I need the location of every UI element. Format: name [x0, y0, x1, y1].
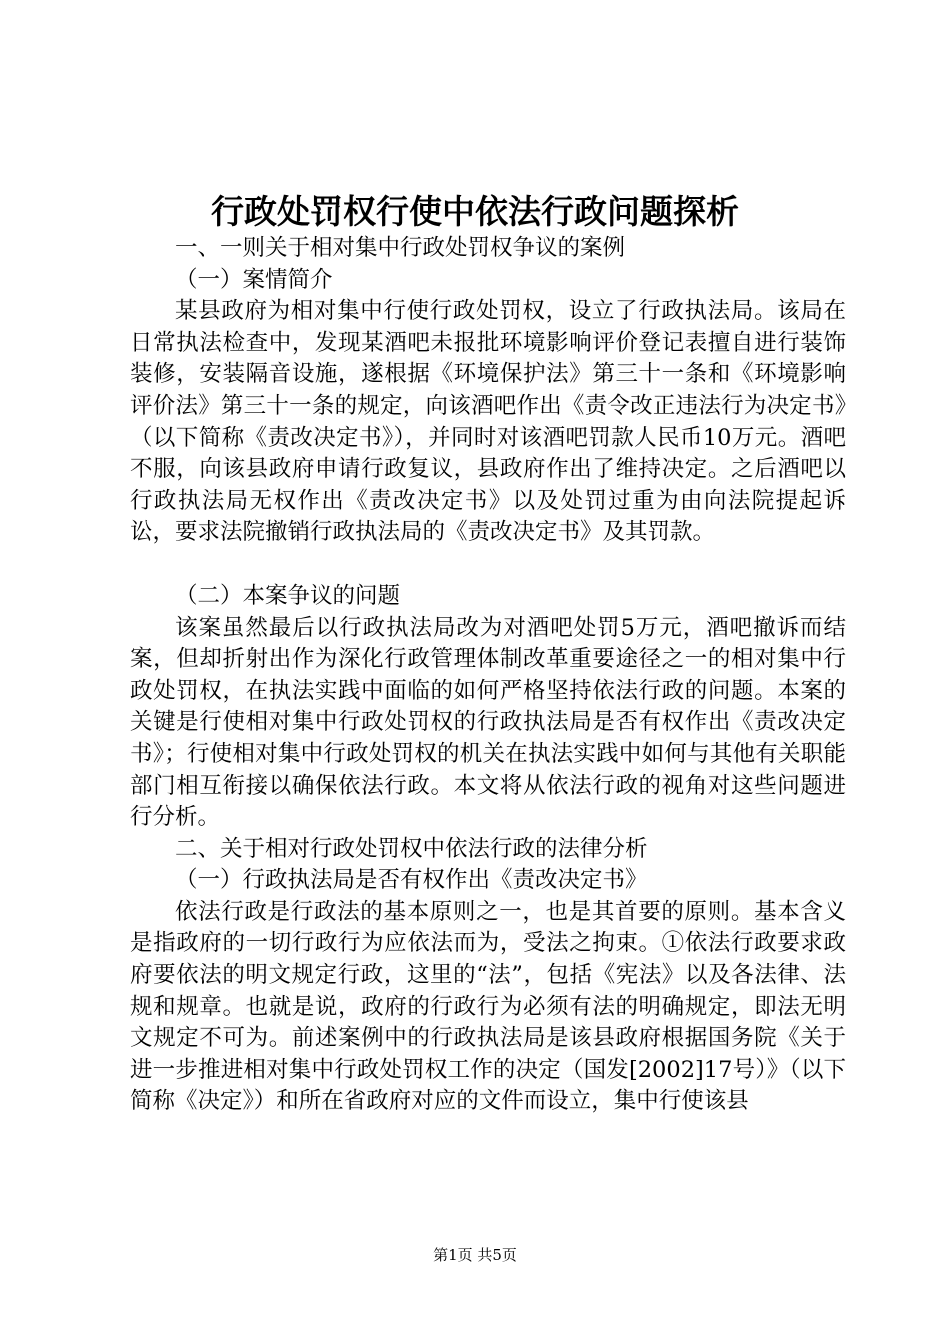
paragraph-case-summary: 某县政府为相对集中行使行政处罚权，设立了行政执法局。该局在日常执法检查中，发现某酒吧未报批环境影响评价登记表擅自进行装饰装修，安装隔音设施，遂根据《环境保护法》第三十一条和《环境影响评价法》第三十一条的规定，向该酒吧作出《责令改正违法行为决定书》（以下简称《责改决定书》），并同时对该酒吧罚款人民币10万元。酒吧不服，向该县政府申请行政复议，县政府作出了维持决定。之后酒吧以行政执法局无权作出《责改决定书》以及处罚过重为由向法院提起诉讼，要求法院撤销行政执法局的《责改决定书》及其罚款。 [130, 298, 846, 546]
page-number-footer: 第1页 共5页 [433, 1246, 517, 1264]
subsection-heading-1-2: （二）本案争议的问题 [175, 582, 401, 609]
subsection-heading-1-1: （一）案情简介 [175, 266, 333, 293]
section-heading-1: 一、一则关于相对集中行政处罚权争议的案例 [175, 235, 626, 261]
document-body [130, 233, 846, 1118]
section-heading-2: 二、关于相对行政处罚权中依法行政的法律分析 [175, 835, 648, 862]
paragraph-dispute-issues: 该案虽然最后以行政执法局改为对酒吧处罚5万元，酒吧撤诉而结案，但却折射出作为深化行政管理体制改革重要途径之一的相对集中行政处罚权，在执法实践中面临的如何严格坚持依法行政的问题。本案的关键是行使相对集中行政处罚权的行政执法局是否有权作出《责改决定书》；行使相对集中行政处罚权的机关在执法实践中如何与其他有关职能部门相互衔接以确保依法行政。本文将从依法行政的视角对这些问题进行分析。 [130, 614, 846, 831]
subsection-heading-2-1: （一）行政执法局是否有权作出《责改决定书》 [175, 867, 648, 894]
document-title: 行政处罚权行使中依法行政问题探析 [211, 192, 739, 231]
paragraph-legal-analysis: 依法行政是行政法的基本原则之一，也是其首要的原则。基本含义是指政府的一切行政行为应依法而为，受法之拘束。①依法行政要求政府要依法的明文规定行政，这里的“法”，包括《宪法》以及各法律、法规和规章。也就是说，政府的行政行为必须有法的明确规定，即法无明文规定不可为。前述案例中的行政执法局是该县政府根据国务院《关于进一步推进相对集中行政处罚权工作的决定（国发[2002]17号）》（以下简称《决定》）和所在省政府对应的文件而设立，集中行使该县 [130, 898, 846, 1115]
